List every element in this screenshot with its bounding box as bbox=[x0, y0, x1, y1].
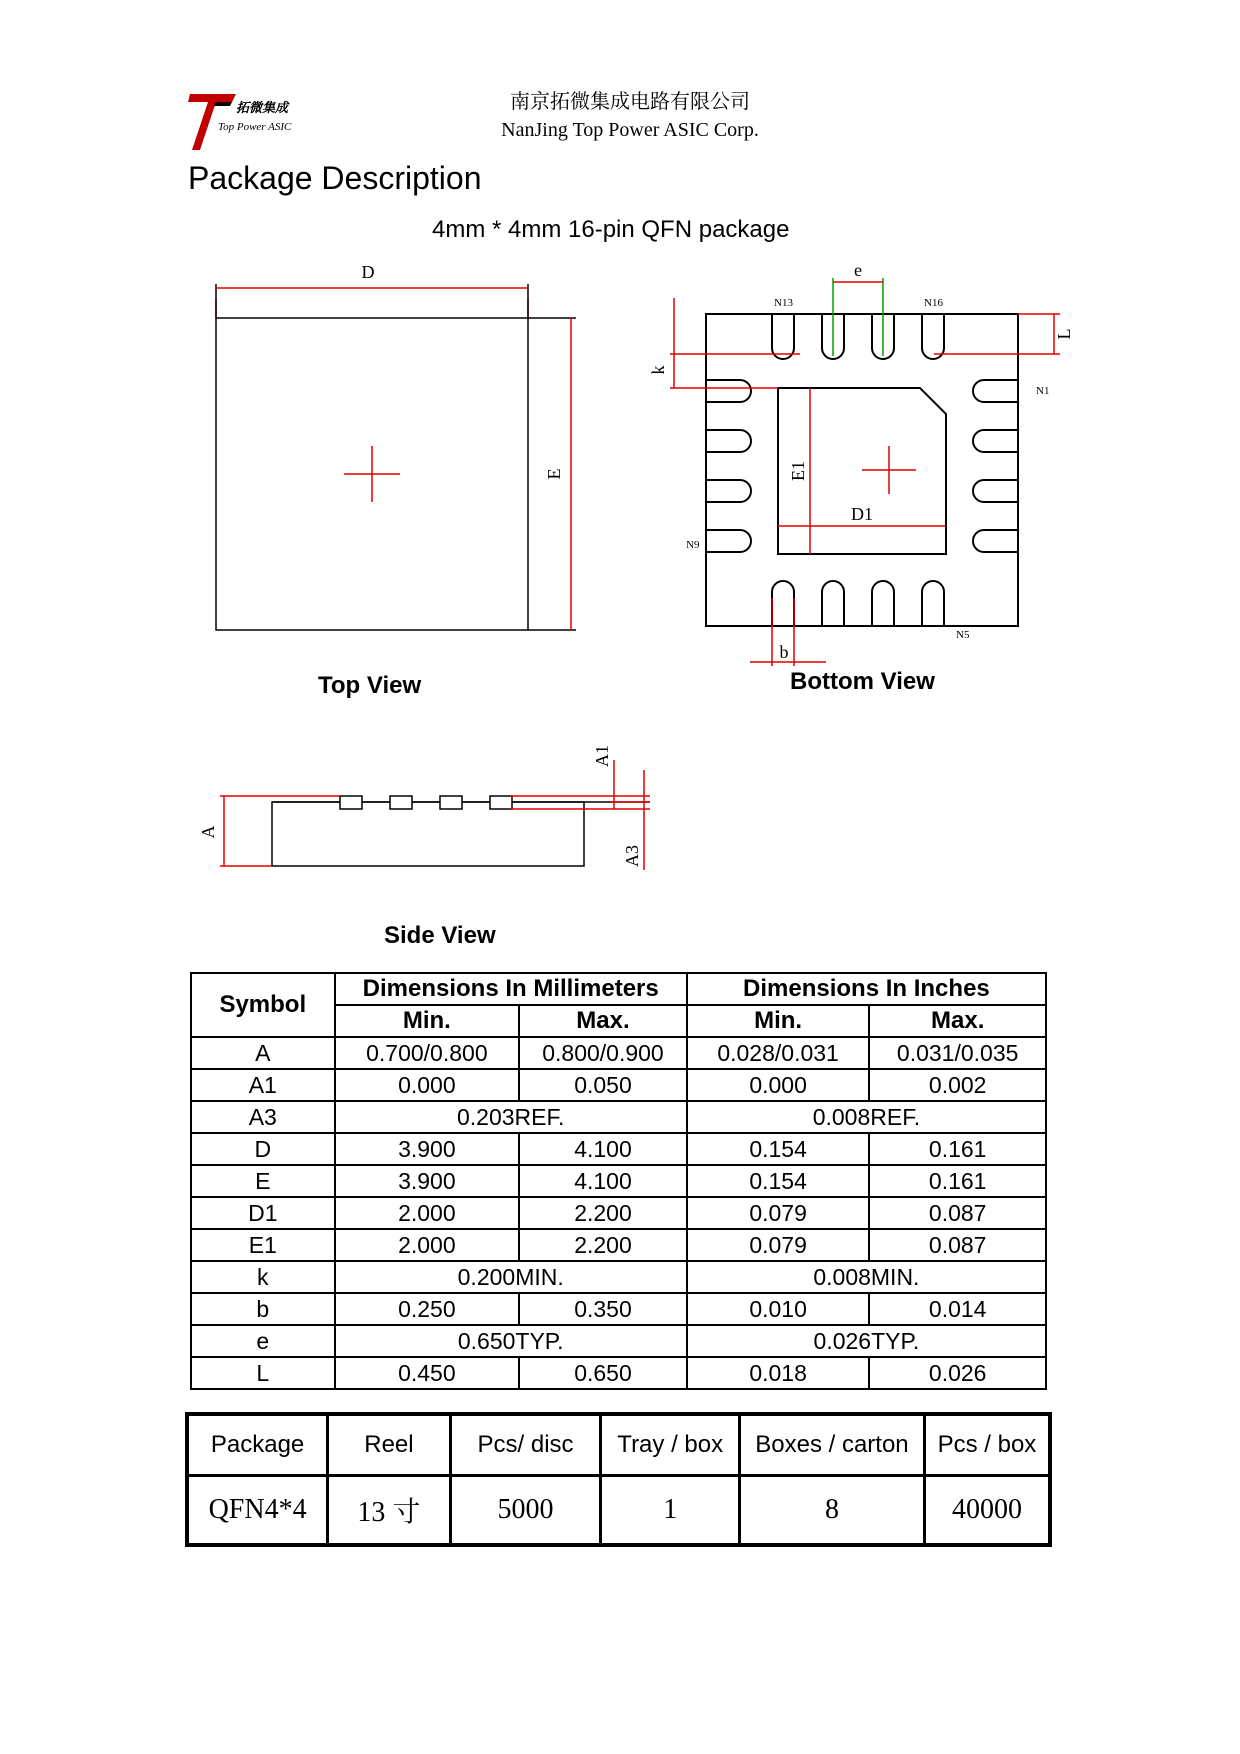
pkg-header-tray-box: Tray / box bbox=[601, 1414, 740, 1476]
bottom-view-diagram bbox=[640, 258, 1080, 678]
pin-bottom bbox=[922, 581, 944, 626]
cell-symbol: E1 bbox=[191, 1229, 335, 1261]
cell-mm-value: 0.650TYP. bbox=[335, 1325, 687, 1357]
table-row bbox=[191, 1229, 1046, 1261]
header-mm-min: Min. bbox=[335, 1005, 520, 1037]
pkg-value-reel: 13 寸 bbox=[328, 1476, 451, 1546]
cell-in-max: 0.087 bbox=[869, 1229, 1046, 1261]
pin-right bbox=[973, 380, 1018, 402]
pkg-value-tray-box: 1 bbox=[601, 1476, 740, 1546]
cell-in-min: 0.018 bbox=[687, 1357, 870, 1389]
pin-n16-label: N16 bbox=[924, 297, 943, 309]
header-in-min: Min. bbox=[687, 1005, 870, 1037]
cell-in-max: 0.014 bbox=[869, 1293, 1046, 1325]
company-name-en: NanJing Top Power ASIC Corp. bbox=[501, 119, 759, 141]
cell-in-value: 0.008MIN. bbox=[687, 1261, 1046, 1293]
header-inch: Dimensions In Inches bbox=[687, 973, 1046, 1005]
pin-left bbox=[706, 430, 751, 452]
company-header bbox=[440, 88, 820, 144]
dim-k-label: k bbox=[648, 365, 668, 375]
table-header-row bbox=[191, 973, 1046, 1005]
pin-right bbox=[973, 430, 1018, 452]
cell-mm-max: 0.350 bbox=[519, 1293, 687, 1325]
cell-mm-min: 2.000 bbox=[335, 1197, 520, 1229]
cell-in-min: 0.079 bbox=[687, 1197, 870, 1229]
side-view-label: Side View bbox=[384, 922, 496, 949]
pin-right bbox=[973, 530, 1018, 552]
cell-mm-min: 2.000 bbox=[335, 1229, 520, 1261]
cell-mm-min: 0.250 bbox=[335, 1293, 520, 1325]
side-view-body bbox=[272, 802, 584, 866]
pin-right bbox=[973, 480, 1018, 502]
cell-symbol: L bbox=[191, 1357, 335, 1389]
side-lead bbox=[340, 796, 362, 809]
cell-symbol: A bbox=[191, 1037, 335, 1069]
cell-mm-max: 4.100 bbox=[519, 1165, 687, 1197]
cell-in-max: 0.087 bbox=[869, 1197, 1046, 1229]
cell-mm-max: 0.650 bbox=[519, 1357, 687, 1389]
dim-a3-label: A3 bbox=[622, 845, 642, 867]
pin-top bbox=[922, 314, 944, 359]
cell-in-min: 0.154 bbox=[687, 1133, 870, 1165]
table-row bbox=[191, 1165, 1046, 1197]
pkg-value-pcs-disc: 5000 bbox=[450, 1476, 601, 1546]
cell-mm-min: 3.900 bbox=[335, 1133, 520, 1165]
table-row bbox=[191, 1325, 1046, 1357]
cell-mm-max: 4.100 bbox=[519, 1133, 687, 1165]
cell-mm-min: 0.000 bbox=[335, 1069, 520, 1101]
table-row bbox=[191, 1037, 1046, 1069]
pkg-value-boxes-carton: 8 bbox=[740, 1476, 925, 1546]
header-symbol: Symbol bbox=[191, 973, 335, 1037]
side-lead bbox=[440, 796, 462, 809]
cell-mm-value: 0.203REF. bbox=[335, 1101, 687, 1133]
table-row bbox=[191, 1261, 1046, 1293]
pin-left bbox=[706, 530, 751, 552]
bottom-view-label: Bottom View bbox=[790, 668, 935, 695]
packaging-header-row bbox=[187, 1414, 1050, 1476]
pin-n9-label: N9 bbox=[686, 539, 700, 551]
packaging-value-row bbox=[187, 1476, 1050, 1546]
table-row bbox=[191, 1069, 1046, 1101]
pin-bottom bbox=[772, 581, 794, 626]
cell-in-min: 0.079 bbox=[687, 1229, 870, 1261]
table-row bbox=[191, 1293, 1046, 1325]
dim-e-label: E bbox=[544, 468, 564, 480]
pkg-header-pcs-disc: Pcs/ disc bbox=[450, 1414, 601, 1476]
dim-d-label: D bbox=[361, 262, 375, 282]
cell-symbol: k bbox=[191, 1261, 335, 1293]
cell-in-min: 0.154 bbox=[687, 1165, 870, 1197]
logo-text-cn: 拓微集成 bbox=[236, 101, 289, 116]
dim-a-label: A bbox=[198, 825, 218, 839]
cell-symbol: A1 bbox=[191, 1069, 335, 1101]
cell-symbol: D1 bbox=[191, 1197, 335, 1229]
dim-b-label: b bbox=[779, 642, 789, 662]
dim-l-label: L bbox=[1054, 328, 1074, 340]
pkg-header-boxes-carton: Boxes / carton bbox=[740, 1414, 925, 1476]
pin-top bbox=[772, 314, 794, 359]
top-view-label: Top View bbox=[318, 672, 422, 699]
company-name-cn: 南京拓微集成电路有限公司 bbox=[510, 91, 750, 113]
cell-mm-min: 0.450 bbox=[335, 1357, 520, 1389]
cell-symbol: E bbox=[191, 1165, 335, 1197]
logo-text-en: Top Power ASIC bbox=[218, 121, 292, 133]
cell-in-value: 0.026TYP. bbox=[687, 1325, 1046, 1357]
top-view-diagram bbox=[200, 258, 580, 638]
dim-d1-label: D1 bbox=[851, 504, 873, 524]
header-in-max: Max. bbox=[869, 1005, 1046, 1037]
cell-mm-max: 2.200 bbox=[519, 1197, 687, 1229]
header-mm: Dimensions In Millimeters bbox=[335, 973, 687, 1005]
dim-a1-label: A1 bbox=[592, 745, 612, 767]
pkg-header-reel: Reel bbox=[328, 1414, 451, 1476]
cell-mm-max: 0.050 bbox=[519, 1069, 687, 1101]
cell-mm-min: 0.700/0.800 bbox=[335, 1037, 520, 1069]
pin-bottom bbox=[872, 581, 894, 626]
cell-in-max: 0.161 bbox=[869, 1133, 1046, 1165]
cell-in-min: 0.010 bbox=[687, 1293, 870, 1325]
pin-left bbox=[706, 480, 751, 502]
pin-n5-label: N5 bbox=[956, 629, 970, 641]
table-row bbox=[191, 1197, 1046, 1229]
side-view-diagram bbox=[190, 740, 670, 880]
dim-e-pitch-label: e bbox=[854, 260, 862, 280]
side-lead bbox=[390, 796, 412, 809]
pkg-value-pcs-box: 40000 bbox=[924, 1476, 1050, 1546]
pin-n1-label: N1 bbox=[1036, 385, 1050, 397]
side-lead bbox=[490, 796, 512, 809]
pkg-value-package: QFN4*4 bbox=[187, 1476, 328, 1546]
cell-in-max: 0.002 bbox=[869, 1069, 1046, 1101]
dim-e1-label: E1 bbox=[788, 461, 808, 481]
cell-in-value: 0.008REF. bbox=[687, 1101, 1046, 1133]
packaging-table bbox=[185, 1412, 1052, 1547]
pin-bottom bbox=[822, 581, 844, 626]
cell-in-max: 0.026 bbox=[869, 1357, 1046, 1389]
table-row bbox=[191, 1133, 1046, 1165]
dimensions-table bbox=[190, 972, 1047, 1390]
cell-mm-max: 0.800/0.900 bbox=[519, 1037, 687, 1069]
cell-mm-max: 2.200 bbox=[519, 1229, 687, 1261]
cell-symbol: e bbox=[191, 1325, 335, 1357]
cell-mm-value: 0.200MIN. bbox=[335, 1261, 687, 1293]
package-subtitle: 4mm * 4mm 16-pin QFN package bbox=[432, 216, 790, 243]
cell-in-max: 0.031/0.035 bbox=[869, 1037, 1046, 1069]
header-mm-max: Max. bbox=[519, 1005, 687, 1037]
cell-symbol: b bbox=[191, 1293, 335, 1325]
pkg-header-pcs-box: Pcs / box bbox=[924, 1414, 1050, 1476]
cell-in-max: 0.161 bbox=[869, 1165, 1046, 1197]
section-title: Package Description bbox=[188, 160, 482, 196]
pin-n13-label: N13 bbox=[774, 297, 793, 309]
cell-mm-min: 3.900 bbox=[335, 1165, 520, 1197]
pkg-header-package: Package bbox=[187, 1414, 328, 1476]
table-row bbox=[191, 1357, 1046, 1389]
cell-in-min: 0.000 bbox=[687, 1069, 870, 1101]
cell-symbol: D bbox=[191, 1133, 335, 1165]
cell-symbol: A3 bbox=[191, 1101, 335, 1133]
pin-left bbox=[706, 380, 751, 402]
cell-in-min: 0.028/0.031 bbox=[687, 1037, 870, 1069]
table-row bbox=[191, 1101, 1046, 1133]
